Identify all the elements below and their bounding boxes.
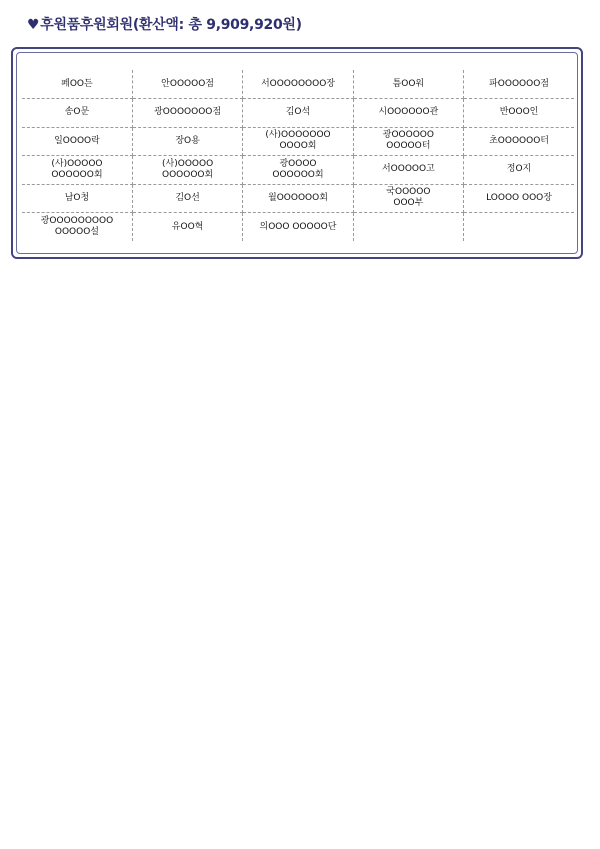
member-cell: 틈OO워 [353,70,463,99]
member-cell: LOOOO OOO장 [464,184,574,213]
member-grid [22,70,574,241]
member-cell: 시OOOOOO관 [353,99,463,128]
member-cell: 남O청 [22,184,132,213]
member-cell: 페OO든 [22,70,132,99]
table-row [22,99,574,128]
member-cell: (사)OOOOO OOOOOO회 [22,156,132,185]
member-cell: 광OOOOOOO점 [132,99,242,128]
member-cell: 서OOOOO고 [353,156,463,185]
table-row [22,184,574,213]
member-cell: 광OOOOOO OOOOO터 [353,127,463,156]
member-cell: 김O석 [243,99,353,128]
table-row [22,70,574,99]
member-cell: 서OOOOOOOO장 [243,70,353,99]
member-cell: (사)OOOOOOO OOOO회 [243,127,353,156]
member-cell: 반OOO인 [464,99,574,128]
member-cell: 파OOOOOO점 [464,70,574,99]
table-row [22,156,574,185]
member-cell: 광OOOOOOOOO OOOOO설 [22,213,132,242]
member-cell: 안OOOOO점 [132,70,242,99]
member-cell: 초OOOOOO터 [464,127,574,156]
member-cell-empty [353,213,463,242]
member-cell: 장O용 [132,127,242,156]
table-row [22,213,574,242]
member-cell: (사)OOOOO OOOOOO회 [132,156,242,185]
page-title-text: 후원품후원회원(환산액: 총 9,909,920원) [40,17,302,33]
table-row [22,127,574,156]
member-cell: 광OOOO OOOOOO회 [243,156,353,185]
member-cell: 송O문 [22,99,132,128]
member-cell-empty [464,213,574,242]
member-cell: 유OO혁 [132,213,242,242]
member-cell: 일OOOO락 [22,127,132,156]
member-cell: 월OOOOOO회 [243,184,353,213]
member-cell: 의OOO OOOOO단 [243,213,353,242]
member-cell: 정O지 [464,156,574,185]
member-cell: 김O선 [132,184,242,213]
page-title [27,14,302,34]
heart-icon: ♥ [27,17,40,33]
member-cell: 국OOOOO OOO부 [353,184,463,213]
